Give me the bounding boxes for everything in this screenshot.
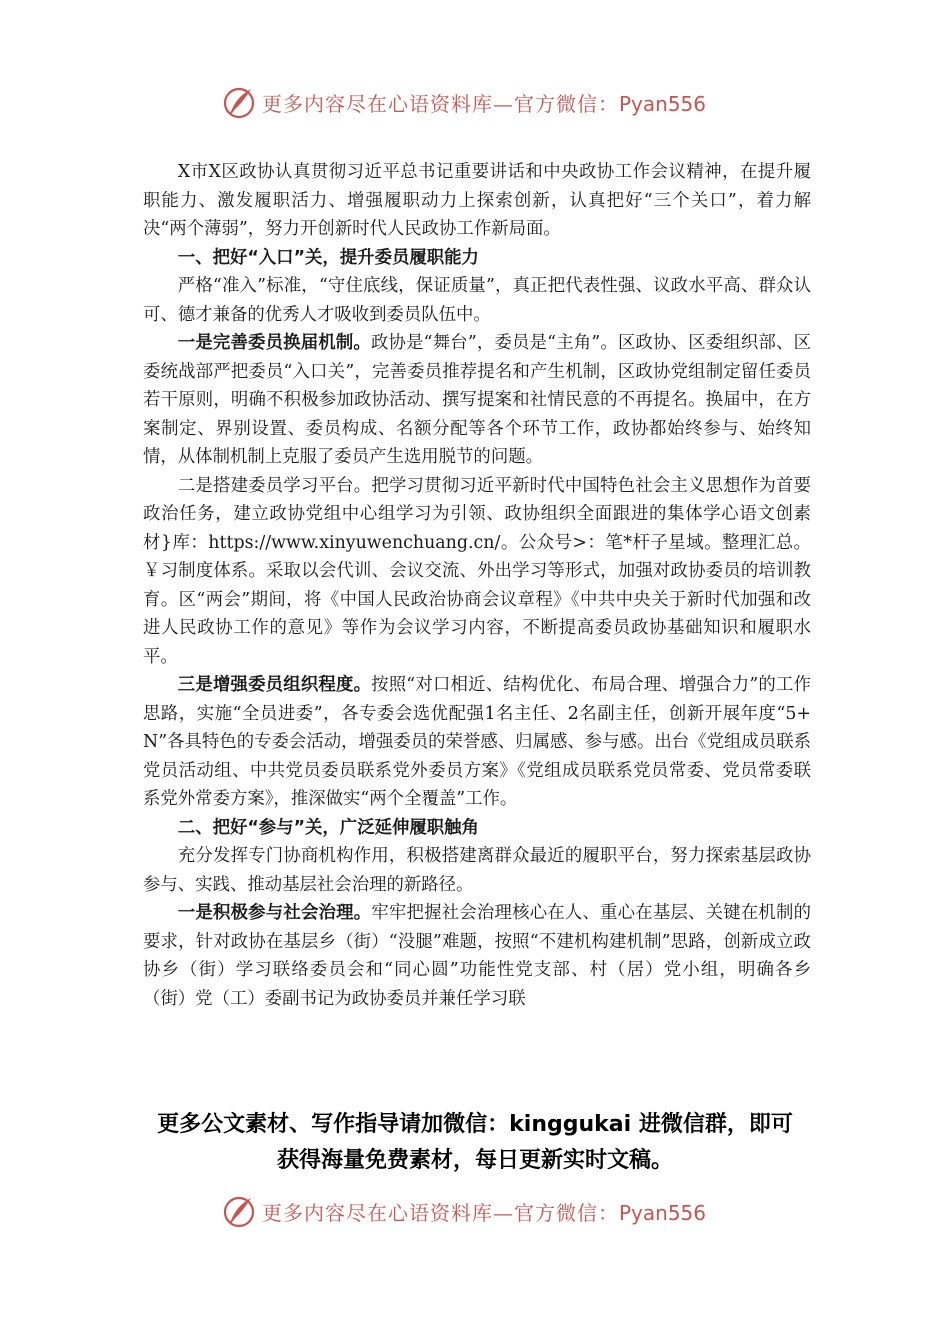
promo-notice [100, 1107, 850, 1179]
watermark-banner-top [222, 84, 742, 120]
paragraph-section-2-intro: 充分发挥专门协商机构作用，积极搭建离群众最近的履职平台，努力探索基层政协参与、实践、推动基层社会治理的新路径。 [143, 846, 811, 895]
watermark-text: 更多内容尽在心语资料库—官方微信：Pyan556 [262, 91, 707, 116]
watermark-wechat-id: Pyan556 [619, 1200, 707, 1225]
quill-logo-icon [222, 1194, 256, 1228]
quill-logo-icon [222, 85, 256, 119]
paragraph-intro: X市X区政协认真贯彻习近平总书记重要讲话和中央政协工作会议精神，在提升履职能力、激发履职活力、增强履职动力上探索创新，认真把好“三个关口”，着力解决“两个薄弱”，努力开创新时代人民政协工作新局面。 [143, 162, 811, 239]
paragraph-section-2-point-1: 一是积极参与社会治理。牢牢把握社会治理核心在人、重心在基层、关键在机制的要求，针对政协在基层乡（街）“没腿”难题，按照“不建机构建机制”思路，创新成立政协乡（街）学习联络委员会和“同心圆”功能性党支部、村（居）党小组，明确各乡（街）党（工）委副书记为政协委员并兼任学习联 [143, 903, 811, 1009]
watermark-text: 更多内容尽在心语资料库—官方微信：Pyan556 [262, 1200, 707, 1225]
heading-section-1: 一、把好“入口”关，提升委员履职能力 [177, 247, 479, 268]
paragraph-section-1-intro: 严格“准入”标准，“守住底线，保证质量”，真正把代表性强、议政水平高、群众认可、德才兼备的优秀人才吸收到委员队伍中。 [143, 276, 811, 325]
promo-line-2: 获得海量免费素材，每日更新实时文稿。 [276, 1148, 673, 1173]
watermark-wechat-id: Pyan556 [619, 91, 707, 116]
heading-section-2: 二、把好“参与”关，广泛延伸履职触角 [177, 817, 479, 838]
paragraph-point-2: 二是搭建委员学习平台。把学习贯彻习近平新时代中国特色社会主义思想作为首要政治任务，建立政协党组中心组学习为引领、政协组织全面跟进的集体学心语文创素材}库：https://www.xinyuwenchuang.cn/。公众号>：笔*杆子星域。整理汇总。￥习制度体系。采取以会代训、会议交流、外出学习等形式，加强对政协委员的培训教育。区“两会”期间，将《中国人民政治协商会议章程》《中共中央关于新时代加强和改进人民政协工作的意见》等作为会议学习内容，不断提高委员政协基础知识和履职水平。 [143, 475, 811, 667]
promo-line-1: 更多公文素材、写作指导请加微信：kinggukai 进微信群，即可 [157, 1112, 793, 1137]
paragraph-point-3: 三是增强委员组织程度。按照“对口相近、结构优化、布局合理、增强合力”的工作思路，实施“全员进委”，各专委会选优配强1名主任、2名副主任，创新开展年度“5+N”各具特色的专委会活动，增强委员的荣誉感、归属感、参与感。出台《党组成员联系党员活动组、中共党员委员联系党外委员方案》《党组成员联系党员常委、党员常委联系党外常委方案》，推深做实“两个全覆盖”工作。 [143, 675, 811, 809]
watermark-banner-bottom [222, 1193, 742, 1229]
paragraph-point-1: 一是完善委员换届机制。政协是“舞台”，委员是“主角”。区政协、区委组织部、区委统战部严把委员“入口关”，完善委员推荐提名和产生机制，区政协党组制定留任委员若干原则，明确不积极参加政协活动、撰写提案和社情民意的不再提名。换届中，在方案制定、界别设置、委员构成、名额分配等各个环节工作，政协都始终参与、始终知情，从体制机制上克服了委员产生选用脱节的问题。 [143, 333, 811, 467]
document-body [143, 158, 811, 1013]
